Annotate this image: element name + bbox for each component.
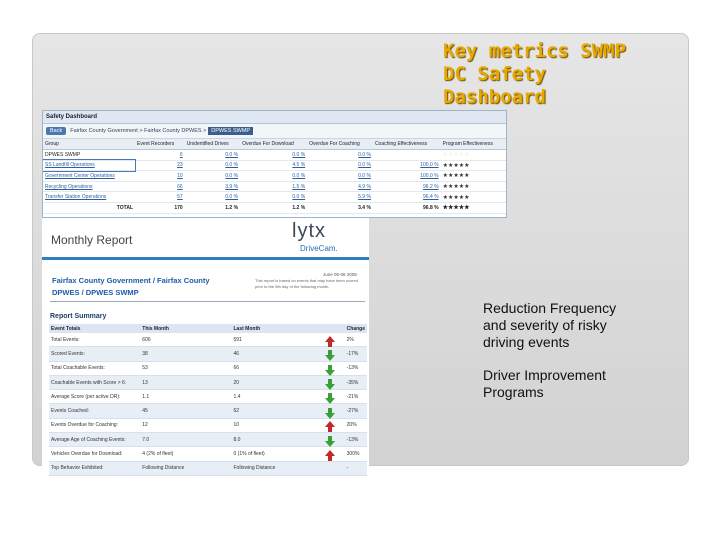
- overdue-coaching[interactable]: 0.0 %: [307, 150, 373, 161]
- group-link[interactable]: SS Landfill Operations: [43, 160, 135, 171]
- change: 20%: [345, 418, 367, 432]
- arrow-down-icon: [328, 365, 332, 370]
- event-recorders[interactable]: 6: [135, 150, 185, 161]
- column-header: Event Totals: [49, 324, 140, 333]
- overdue-coaching[interactable]: 4.9 %: [307, 181, 373, 192]
- this-month: 13: [140, 375, 231, 389]
- coaching-effectiveness[interactable]: 100.0 %: [373, 171, 441, 182]
- table-row: [49, 404, 367, 418]
- last-month: 1.4: [232, 390, 323, 404]
- metric-label: Average Age of Coaching Events:: [49, 433, 140, 447]
- arrow-down-icon: [328, 393, 332, 398]
- this-month: 4 (2% of fleet): [140, 447, 231, 461]
- total-download: 1.2 %: [240, 202, 307, 213]
- column-header[interactable]: Overdue For Download: [240, 139, 307, 150]
- report-date: June 05-08 2008: [323, 272, 357, 277]
- lytx-logo: lytx: [292, 220, 326, 242]
- total-coaching: 3.4 %: [307, 202, 373, 213]
- this-month: 606: [140, 333, 231, 347]
- table-row: [49, 347, 367, 361]
- report-divider: [42, 257, 369, 260]
- drivecam-logo: DriveCam.: [300, 244, 338, 253]
- total-row: [43, 202, 506, 213]
- metric-label: Events Overdue for Coaching:: [49, 418, 140, 432]
- last-month: 8.0: [232, 433, 323, 447]
- group-link[interactable]: Transfer Station Operations: [43, 192, 135, 203]
- this-month: 1.1: [140, 390, 231, 404]
- total-label: TOTAL: [43, 202, 135, 213]
- change: -35%: [345, 375, 367, 389]
- this-month: Following Distance: [140, 461, 231, 475]
- overdue-coaching[interactable]: 5.9 %: [307, 192, 373, 203]
- change: -27%: [345, 404, 367, 418]
- change: -17%: [345, 347, 367, 361]
- column-header[interactable]: Unidentified Drives: [185, 139, 240, 150]
- summary-table: [49, 324, 367, 476]
- dashboard-header: Safety Dashboard: [43, 111, 506, 124]
- column-header[interactable]: Coaching Effectiveness: [373, 139, 441, 150]
- last-month: 10: [232, 418, 323, 432]
- star-rating: ★★★★★: [441, 171, 506, 182]
- last-month: 20: [232, 375, 323, 389]
- table-row: [49, 333, 367, 347]
- change: -21%: [345, 390, 367, 404]
- safety-dashboard: [42, 110, 507, 218]
- column-header: [323, 324, 345, 333]
- arrow-down-icon: [328, 379, 332, 384]
- table-row: [49, 433, 367, 447]
- column-header[interactable]: Group: [43, 139, 135, 150]
- overdue-download[interactable]: 4.5 %: [240, 160, 307, 171]
- overdue-download[interactable]: 0.0 %: [240, 171, 307, 182]
- coaching-effectiveness[interactable]: 96.4 %: [373, 192, 441, 203]
- last-month: 66: [232, 361, 323, 375]
- total-recorders: 170: [135, 202, 185, 213]
- column-header: Last Month: [232, 324, 323, 333]
- arrow-down-icon: [328, 436, 332, 441]
- column-header[interactable]: Overdue For Coaching: [307, 139, 373, 150]
- table-row: [43, 192, 506, 203]
- dashboard-table: [43, 139, 506, 214]
- change: 300%: [345, 447, 367, 461]
- metric-label: Scored Events:: [49, 347, 140, 361]
- unidentified-drives[interactable]: 0.0 %: [185, 192, 240, 203]
- last-month: 62: [232, 404, 323, 418]
- metric-label: Total Events:: [49, 333, 140, 347]
- breadcrumb-separator: >: [201, 128, 207, 134]
- last-month: 591: [232, 333, 323, 347]
- table-row: [49, 375, 367, 389]
- overdue-download[interactable]: 0.0 %: [240, 192, 307, 203]
- bullet-list: [483, 300, 633, 417]
- breadcrumb-item[interactable]: Fairfax County Government: [70, 128, 138, 134]
- star-rating: ★★★★★: [441, 160, 506, 171]
- table-row: [43, 160, 506, 171]
- overdue-download[interactable]: 0.0 %: [240, 150, 307, 161]
- this-month: 45: [140, 404, 231, 418]
- arrow-down-icon: [328, 408, 332, 413]
- event-recorders[interactable]: 10: [135, 171, 185, 182]
- unidentified-drives[interactable]: 0.0 %: [185, 171, 240, 182]
- metric-label: Vehicles Overdue for Download:: [49, 447, 140, 461]
- this-month: 53: [140, 361, 231, 375]
- total-effectiveness: 96.8 %: [373, 202, 441, 213]
- coaching-effectiveness[interactable]: 96.2 %: [373, 181, 441, 192]
- overdue-download[interactable]: 1.5 %: [240, 181, 307, 192]
- table-row: [43, 181, 506, 192]
- star-rating: ★★★★★: [441, 202, 506, 213]
- last-month: 46: [232, 347, 323, 361]
- arrow-up-icon: [325, 336, 335, 342]
- report-note: This report is based on events that may have been scored prior to the 5th day of the following month.: [255, 278, 358, 289]
- column-header: Change: [346, 325, 365, 332]
- table-row: [49, 418, 367, 432]
- org-line: Fairfax County Government / Fairfax County: [52, 276, 210, 285]
- breadcrumb-current: DPWES SWMP: [208, 127, 253, 135]
- change: -13%: [345, 361, 367, 375]
- group-link[interactable]: Recycling Operations: [43, 181, 135, 192]
- group-link[interactable]: Government Center Operations: [43, 171, 135, 182]
- table-row: [49, 390, 367, 404]
- table-row: [49, 461, 367, 475]
- change: 2%: [345, 333, 367, 347]
- arrow-up-icon: [325, 421, 335, 427]
- table-row: [43, 171, 506, 182]
- metric-label: Average Score (per active DR):: [49, 390, 140, 404]
- bullet-item: Driver Improvement Programs: [483, 367, 606, 400]
- report-organization: [52, 275, 210, 299]
- table-row: [49, 447, 367, 461]
- metric-label: Top Behavior Exhibited:: [49, 461, 140, 475]
- unidentified-drives[interactable]: 0.0 %: [185, 150, 240, 161]
- coaching-effectiveness[interactable]: [373, 150, 441, 161]
- this-month: 7.0: [140, 433, 231, 447]
- unidentified-drives[interactable]: 3.9 %: [185, 181, 240, 192]
- metric-label: Total Coachable Events:: [49, 361, 140, 375]
- event-recorders[interactable]: 57: [135, 192, 185, 203]
- report-separator: [50, 301, 365, 302]
- star-rating: ★★★★★: [441, 192, 506, 203]
- total-unidentified: 1.2 %: [185, 202, 240, 213]
- unidentified-drives[interactable]: 0.0 %: [185, 160, 240, 171]
- group-name: DPWES SWMP: [43, 150, 135, 161]
- arrow-up-icon: [325, 450, 335, 456]
- star-rating: ★★★★★: [441, 181, 506, 192]
- this-month: 38: [140, 347, 231, 361]
- change: -: [345, 461, 367, 475]
- this-month: 12: [140, 418, 231, 432]
- arrow-down-icon: [328, 350, 332, 355]
- star-rating: ☆☆☆☆☆: [441, 150, 506, 161]
- summary-title: Report Summary: [50, 313, 107, 320]
- event-recorders[interactable]: 66: [135, 181, 185, 192]
- back-button[interactable]: Back: [46, 127, 66, 135]
- event-recorders[interactable]: 23: [135, 160, 185, 171]
- column-header[interactable]: Event Recorders: [135, 139, 185, 150]
- breadcrumb-separator: >: [137, 128, 145, 134]
- metric-label: Events Coached:: [49, 404, 140, 418]
- metric-label: Coachable Events with Score > 6:: [49, 375, 140, 389]
- slide-title: Key metrics SWMP DC Safety Dashboard: [443, 40, 627, 108]
- report-title: Monthly Report: [51, 233, 133, 247]
- coaching-effectiveness[interactable]: 100.0 %: [373, 160, 441, 171]
- org-line: DPWES / DPWES SWMP: [52, 288, 139, 297]
- breadcrumb-item[interactable]: Fairfax County DPWES: [144, 128, 202, 134]
- column-header: This Month: [140, 324, 231, 333]
- bullet-item: Reduction Frequency and severity of risky driving events: [483, 300, 617, 350]
- overdue-coaching[interactable]: 0.0 %: [307, 171, 373, 182]
- monthly-report: [42, 218, 369, 496]
- breadcrumb: [43, 124, 506, 139]
- table-row: [49, 361, 367, 375]
- overdue-coaching[interactable]: 0.0 %: [307, 160, 373, 171]
- column-header[interactable]: Program Effectiveness: [441, 139, 506, 150]
- last-month: 0 (1% of fleet): [232, 447, 323, 461]
- table-row: [43, 150, 506, 161]
- change: -13%: [345, 433, 367, 447]
- last-month: Following Distance: [232, 461, 323, 475]
